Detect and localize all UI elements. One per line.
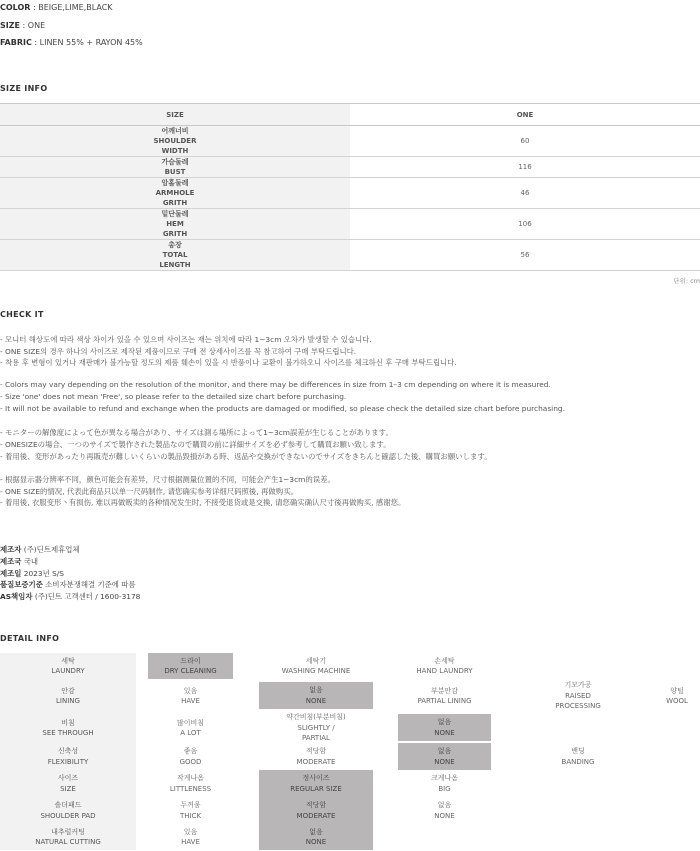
detail-option-banding: 밴딩 BANDING xyxy=(561,747,595,766)
as-info xyxy=(0,591,140,602)
detail-header-flexibility: 신축성 FLEXIBILITY xyxy=(0,743,136,770)
size-row-shoulder xyxy=(0,126,700,157)
size-row-bust xyxy=(0,157,700,178)
size-value: : ONE xyxy=(20,21,46,30)
size-row-label xyxy=(0,126,350,157)
detail-option-have: 있음 HAVE xyxy=(181,827,200,846)
detail-header-natural-cutting: 내추럴커팅 NATURAL CUTTING xyxy=(0,824,136,850)
date-label: 제조일 xyxy=(0,569,22,578)
size-row-value: 60 xyxy=(520,137,530,145)
date-info xyxy=(0,568,64,579)
detail-option-none: 없음 NONE xyxy=(434,801,455,820)
quality-info xyxy=(0,579,136,590)
size-header-value: ONE xyxy=(516,110,534,119)
color-value: : BEIGE,LIME,BLACK xyxy=(30,3,113,12)
fabric-value: : LINEN 55% + RAYON 45% xyxy=(31,38,143,47)
size-row-en: GRITH xyxy=(162,230,188,238)
detail-option-big: 크게나옴 BIG xyxy=(430,774,459,793)
size-row-ko: 총장 xyxy=(168,241,182,249)
size-row-value: 116 xyxy=(518,163,532,171)
check-line: - Size 'one' does not mean 'Free', so please refer to the detailed size chart before purchasing. xyxy=(0,392,347,401)
size-spec xyxy=(0,21,45,30)
check-line: - モニターの解像度によって色が異なる場合があり、サイズは測る場所によって1~3cm誤差が生じることがあります。 xyxy=(0,428,393,437)
size-row-en: LENGTH xyxy=(159,261,191,269)
detail-option-raised-processing: 기모가공 RAISED PROCESSING xyxy=(555,681,601,711)
fabric-spec xyxy=(0,38,143,47)
detail-option-hand-laundry: 손세탁 HAND LAUNDRY xyxy=(416,656,473,675)
detail-option-wool: 양털 WOOL xyxy=(666,686,688,705)
maker-label: 제조자 xyxy=(0,545,22,554)
as-label: AS책임자 xyxy=(0,592,33,601)
size-row-label xyxy=(0,209,350,240)
detail-header-see-through: 비침 SEE THROUGH xyxy=(0,713,136,743)
detail-option-partial-lining: 부분안감 PARTIAL LINING xyxy=(417,686,472,705)
size-row-label xyxy=(0,157,350,178)
size-row-en: ARMHOLE xyxy=(155,189,195,197)
detail-option-slightly-partial: 약간비침(부분비침) SLIGHTLY / PARTIAL xyxy=(286,713,346,743)
check-line: - It will not be available to refund and exchange when the products are damaged or modified, so please check the detailed size chart before purchasing. xyxy=(0,404,565,413)
detail-header-laundry: 세탁 LAUNDRY xyxy=(0,653,136,679)
size-row-value: 106 xyxy=(518,220,532,228)
detail-option-moderate: 적당함 MODERATE xyxy=(296,747,336,766)
quality-label: 품질보증기준 xyxy=(0,580,43,589)
detail-header-shoulder-pad: 숄더패드 SHOULDER PAD xyxy=(0,797,136,824)
size-row-value: 56 xyxy=(520,251,530,259)
size-table-header xyxy=(0,104,700,126)
size-row-ko: 어깨너비 xyxy=(161,127,189,135)
date-value: 2023년 S/S xyxy=(21,569,64,578)
detail-option-thick: 두꺼움 THICK xyxy=(179,801,202,820)
check-line: - Colors may vary depending on the resolution of the monitor, and there may be differences in size from 1–3 cm depending on where it is measured. xyxy=(0,380,551,389)
size-row-length xyxy=(0,240,700,271)
unit-note: 단위: cm xyxy=(673,277,700,285)
size-info-title: SIZE INFO xyxy=(0,84,48,93)
size-row-en: BUST xyxy=(164,168,186,176)
check-line: - 根据显示器分辨率不同，颜色可能会有差异，尺寸根据测量位置的不同，可能会产生1~3cm的误差。 xyxy=(0,475,335,484)
detail-header-lining: 안감 LINING xyxy=(0,679,136,713)
size-row-ko: 암홀둘레 xyxy=(161,179,189,187)
detail-option-have: 있음 HAVE xyxy=(181,686,200,705)
check-line: - 着用後, 衣服变形丶有损伤, 难以再做贩卖的各种情况发生时, 不接受退货或是交換, 请您确实确认尺寸後再做购买, 感谢您。 xyxy=(0,498,406,507)
country-info xyxy=(0,556,38,567)
detail-option-good: 좋음 GOOD xyxy=(179,747,202,766)
check-it-title: CHECK IT xyxy=(0,310,44,319)
detail-option-none: 없음 NONE xyxy=(259,824,373,850)
check-line: - 착용 후 변형이 있거나 재판매가 불가능할 정도의 제품 훼손이 있을 시 반품이나 교환이 불가하오니 사이즈를 체크하신 후 구매 부탁드립니다. xyxy=(0,358,457,367)
size-row-en: WIDTH xyxy=(161,147,189,155)
check-line: - 着用後、変形があったり再販売が難しいくらいの製品毀損がある時、返品や交換ができないのでサイズをきちんと確認した後、購買お願いします。 xyxy=(0,452,492,461)
detail-option-none: 없음 NONE xyxy=(259,682,373,709)
color-spec xyxy=(0,3,113,12)
size-row-ko: 가슴둘레 xyxy=(161,158,189,166)
maker-info xyxy=(0,544,80,555)
color-label: COLOR xyxy=(0,3,31,12)
check-line: - ONESIZEの場合、一つのサイズで製作された製品なので購買の前に詳細サイズを必ず参考して購買お願い致します。 xyxy=(0,440,391,449)
size-row-armhole xyxy=(0,178,700,209)
size-table xyxy=(0,103,700,271)
check-line: - ONE SIZE의 경우 하나의 사이즈로 제작된 제품이므로 구매 전 상세사이즈를 꼭 참고하여 구매 부탁드립니다. xyxy=(0,347,357,356)
size-row-en: HEM xyxy=(166,220,184,228)
detail-option-littleness: 작게나옴 LITTLENESS xyxy=(169,774,212,793)
size-row-en: TOTAL xyxy=(162,251,188,259)
detail-option-none: 없음 NONE xyxy=(398,743,491,770)
size-row-label xyxy=(0,178,350,209)
check-line: - ONE SIZE的情况, 代表此商品只以单一尺码制作, 请您确实参考详细尺码照後, 再做购买。 xyxy=(0,487,298,496)
maker-value: (주)딘트제휴업체 xyxy=(21,545,80,554)
detail-info-title: DETAIL INFO xyxy=(0,634,60,643)
detail-option-moderate: 적당함 MODERATE xyxy=(259,797,373,824)
size-row-label xyxy=(0,240,350,271)
as-value: (주)딘트 고객센터 / 1600-3178 xyxy=(32,592,141,601)
country-value: 국내 xyxy=(21,557,39,566)
size-row-hem xyxy=(0,209,700,240)
check-line: - 모니터 해상도에 따라 색상 차이가 있을 수 있으며 사이즈는 재는 위치에 따라 1~3cm 오차가 발생할 수 있습니다. xyxy=(0,335,372,344)
detail-grid xyxy=(0,652,700,850)
size-header-label: SIZE xyxy=(0,104,350,126)
detail-option-a-lot: 많이비침 A LOT xyxy=(176,718,205,737)
detail-option-regular-size: 정사이즈 REGULAR SIZE xyxy=(259,770,373,797)
detail-option-none: 없음 NONE xyxy=(398,714,491,741)
detail-header-size: 사이즈 SIZE xyxy=(0,770,136,797)
size-row-en: SHOULDER xyxy=(153,137,197,145)
detail-option-washing-machine: 세탁기 WASHING MACHINE xyxy=(281,656,351,675)
size-label: SIZE xyxy=(0,21,21,30)
detail-option-dry-cleaning: 드라이 DRY CLEANING xyxy=(148,653,233,679)
fabric-label: FABRIC xyxy=(0,38,32,47)
quality-value: 소비자분쟁해결 기준에 따름 xyxy=(42,580,136,589)
size-row-ko: 밑단둘레 xyxy=(161,210,189,218)
size-row-value: 46 xyxy=(520,189,530,197)
size-row-en: GRITH xyxy=(162,199,188,207)
country-label: 제조국 xyxy=(0,557,22,566)
